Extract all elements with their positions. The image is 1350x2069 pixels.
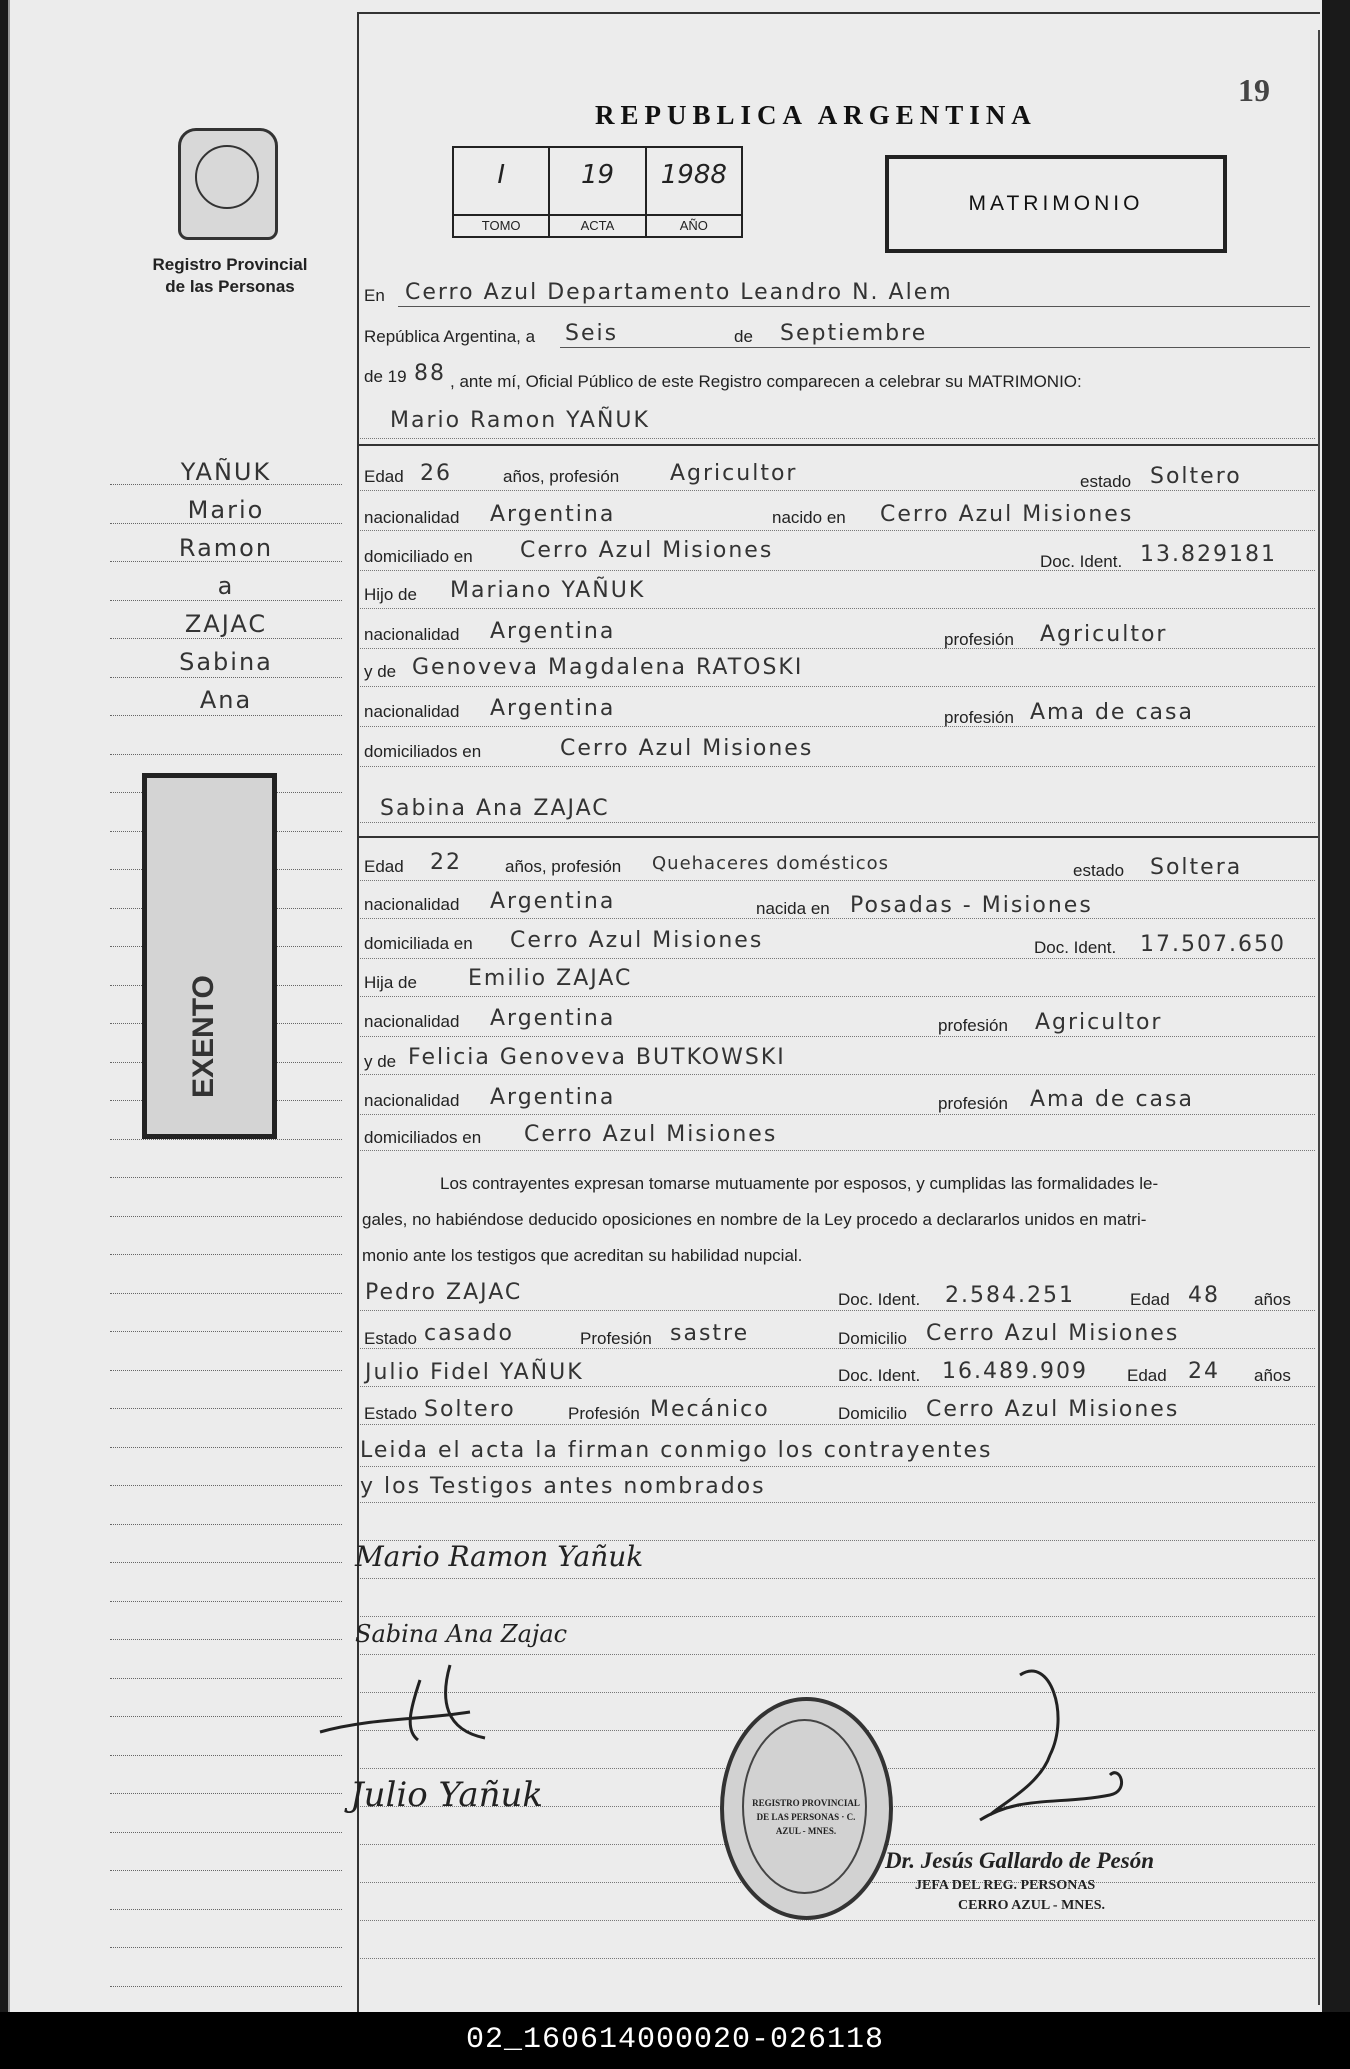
bride-parents-domicile: Cerro Azul Misiones — [524, 1122, 778, 1147]
margin-ruled-line — [110, 1293, 342, 1294]
exento-stamp — [142, 773, 277, 1139]
estado-label: estado — [1073, 861, 1125, 880]
witness2-name: Julio Fidel YAÑUK — [365, 1360, 584, 1385]
margin-ruled-line — [110, 1947, 342, 1948]
registry-label-line1: Registro Provincial — [152, 255, 308, 274]
top-border — [358, 12, 1320, 14]
margin-ruled-line — [110, 1562, 342, 1563]
ruled-line — [360, 918, 1315, 919]
de19-label: de 19 — [364, 367, 407, 386]
domiciliada-label: domiciliada en — [364, 934, 473, 953]
ruled-line — [360, 530, 1315, 531]
ruled-line — [360, 1578, 1315, 1579]
official-stamp-name: Dr. Jesús Gallardo de Pesón — [885, 1848, 1154, 1873]
bride-father: Emilio ZAJAC — [468, 966, 633, 991]
margin-name: a — [217, 572, 235, 600]
ruled-line — [360, 1466, 1315, 1467]
margin-ruled-line — [110, 1909, 342, 1910]
groom-nationality: Argentina — [490, 502, 616, 527]
domicilio-label: Domicilio — [838, 1329, 907, 1348]
de-label: de — [734, 327, 753, 346]
doc-label: Doc. Ident. — [838, 1290, 921, 1309]
registry-label — [130, 254, 330, 298]
domicilio-label: Domicilio — [838, 1404, 907, 1423]
groom-father-nationality: Argentina — [490, 619, 616, 644]
bride-birthplace: Posadas - Misiones — [850, 893, 1093, 918]
margin-ruled-line — [110, 715, 342, 716]
witness1-profession: sastre — [670, 1321, 750, 1346]
domiciliados-label: domiciliados en — [364, 1128, 482, 1147]
nacionalidad-label: nacionalidad — [364, 625, 460, 644]
doc-label: Doc. Ident. — [1040, 552, 1123, 571]
ruled-line — [360, 1386, 1315, 1387]
anios-profesion-label: años, profesión — [503, 467, 620, 486]
margin-ruled-line — [110, 754, 342, 755]
ruled-line — [360, 1616, 1315, 1617]
groom-father-profession: Agricultor — [1040, 622, 1168, 647]
official-signature-scribble — [960, 1655, 1160, 1845]
margin-name: Ana — [199, 686, 253, 714]
groom-father: Mariano YAÑUK — [450, 578, 646, 603]
witness1-signature-scribble — [310, 1660, 530, 1770]
witness2-doc: 16.489.909 — [942, 1359, 1088, 1384]
yde-label: y de — [364, 662, 397, 681]
bride-profession: Quehaceres domésticos — [652, 853, 890, 874]
section-separator — [358, 836, 1318, 838]
ruled-line — [360, 438, 1315, 439]
anio-value: 1988 — [660, 160, 727, 190]
ruled-line — [360, 1654, 1315, 1655]
margin-ruled-line — [110, 1331, 342, 1332]
groom-age: 26 — [420, 461, 452, 486]
margin-ruled-line — [110, 1370, 342, 1371]
nacionalidad-label: nacionalidad — [364, 1091, 460, 1110]
witness2-age: 24 — [1188, 1359, 1220, 1384]
domiciliado-label: domiciliado en — [364, 547, 473, 566]
profesion-label: profesión — [938, 1094, 1008, 1113]
declaration-line1: Los contrayentes expresan tomarse mutuamente por esposos, y cumplidas las formalidades le- — [440, 1174, 1159, 1193]
ruled-line — [360, 1150, 1315, 1151]
registry-label-line2: de las Personas — [165, 277, 295, 296]
tomo-value: I — [497, 160, 505, 190]
margin-ruled-line — [110, 1716, 342, 1717]
edad-label: Edad — [1127, 1366, 1167, 1385]
right-border — [1318, 30, 1320, 2005]
margin-name: ZAJAC — [184, 610, 268, 638]
ruled-line — [360, 822, 1315, 823]
hijo-label: Hijo de — [364, 585, 417, 604]
anios-profesion-label: años, profesión — [505, 857, 622, 876]
ruled-line — [360, 1920, 1315, 1921]
witness1-domicile: Cerro Azul Misiones — [926, 1321, 1180, 1346]
witness2-domicile: Cerro Azul Misiones — [926, 1397, 1180, 1422]
en-label: En — [364, 286, 385, 305]
bride-father-profession: Agricultor — [1035, 1010, 1163, 1035]
ruled-line — [360, 1958, 1315, 1959]
yde-label: y de — [364, 1052, 397, 1071]
bride-mother: Felicia Genoveva BUTKOWSKI — [408, 1045, 786, 1070]
official-stamp-title: JEFA DEL REG. PERSONAS — [915, 1878, 1096, 1893]
witness1-estado: casado — [424, 1321, 514, 1346]
provincial-seal-icon — [178, 128, 278, 240]
ruled-line — [360, 1036, 1315, 1037]
estado-label: Estado — [364, 1329, 417, 1348]
margin-ruled-line — [110, 1832, 342, 1833]
nacionalidad-label: nacionalidad — [364, 895, 460, 914]
bride-doc: 17.507.650 — [1140, 932, 1286, 957]
margin-ruled-line — [110, 1639, 342, 1640]
nacionalidad-label: nacionalidad — [364, 508, 460, 527]
margin-ruled-line — [110, 1216, 342, 1217]
ruled-line — [360, 686, 1315, 687]
margin-name: Mario — [187, 496, 265, 524]
groom-mother-nationality: Argentina — [490, 696, 616, 721]
anios-label: años — [1254, 1290, 1291, 1309]
margin-ruled-line — [110, 1408, 342, 1409]
bride-age: 22 — [430, 850, 462, 875]
ruled-line — [360, 958, 1315, 959]
nacido-label: nacido en — [772, 508, 846, 527]
margin-ruled-line — [110, 1601, 342, 1602]
ruled-line — [360, 880, 1315, 881]
nacionalidad-label: nacionalidad — [364, 1012, 460, 1031]
ruled-line — [360, 1424, 1315, 1425]
ruled-line — [360, 1348, 1315, 1349]
witness1-age: 48 — [1188, 1283, 1220, 1308]
ruled-line — [360, 570, 1315, 571]
document-title: REPUBLICA ARGENTINA — [595, 100, 1037, 130]
anios-label: años — [1254, 1366, 1291, 1385]
bride-nationality: Argentina — [490, 889, 616, 914]
domiciliados-label: domiciliados en — [364, 742, 482, 761]
bride-mother-profession: Ama de casa — [1030, 1087, 1194, 1112]
groom-birthplace: Cerro Azul Misiones — [880, 502, 1134, 527]
tomo-cell — [454, 148, 550, 236]
hija-label: Hija de — [364, 973, 417, 992]
groom-mother-profession: Ama de casa — [1030, 700, 1194, 725]
place-value: Cerro Azul Departamento Leandro N. Alem — [405, 280, 953, 305]
edad-label: Edad — [364, 857, 404, 876]
margin-name: YAÑUK — [180, 458, 272, 486]
witness1-name: Pedro ZAJAC — [365, 1280, 523, 1305]
acta-label: ACTA — [550, 214, 644, 236]
declaration-paragraph — [362, 1166, 1297, 1274]
edad-label: Edad — [1130, 1290, 1170, 1309]
margin-ruled-line — [110, 1254, 342, 1255]
tomo-acta-anio-box — [452, 146, 743, 238]
groom-signature: Mario Ramon Yañuk — [355, 1540, 644, 1573]
margin-ruled-line — [110, 1139, 342, 1140]
profesion-label: profesión — [944, 708, 1014, 727]
groom-doc: 13.829181 — [1140, 542, 1277, 567]
estado-label: estado — [1080, 472, 1132, 491]
ruled-line — [360, 766, 1315, 767]
doc-label: Doc. Ident. — [838, 1366, 921, 1385]
margin-ruled-line — [110, 1177, 342, 1178]
margin-ruled-line — [110, 1524, 342, 1525]
exento-stamp-text: EXENTO — [187, 975, 220, 1098]
margin-ruled-line — [110, 1755, 342, 1756]
groom-full-name: Mario Ramon YAÑUK — [390, 408, 650, 433]
profesion-label: Profesión — [568, 1404, 640, 1423]
estado-label: Estado — [364, 1404, 417, 1423]
profesion-label: Profesión — [580, 1329, 652, 1348]
groom-parents-domicile: Cerro Azul Misiones — [560, 736, 814, 761]
ruled-line — [360, 726, 1315, 727]
margin-ruled-line — [110, 1485, 342, 1486]
page-number: 19 — [1238, 72, 1270, 108]
ruled-line — [360, 1074, 1315, 1075]
declaration-line2: gales, no habiéndose deducido oposiciones en nombre de la Ley procedo a declararlos unidos en matri- — [362, 1210, 1147, 1229]
ruled-line — [360, 1114, 1315, 1115]
witness1-doc: 2.584.251 — [945, 1283, 1075, 1308]
groom-mother: Genoveva Magdalena RATOSKI — [412, 655, 804, 680]
year-value: 88 — [414, 361, 446, 386]
margin-ruled-line — [110, 1986, 342, 1987]
line — [560, 347, 1310, 348]
bride-father-nationality: Argentina — [490, 1006, 616, 1031]
ruled-line — [360, 608, 1315, 609]
profesion-label: profesión — [944, 630, 1014, 649]
acta-value: 19 — [580, 160, 615, 190]
margin-ruled-line — [110, 1793, 342, 1794]
official-stamp-place: CERRO AZUL - MNES. — [958, 1898, 1106, 1913]
witness2-estado: Soltero — [424, 1397, 516, 1422]
nacionalidad-label: nacionalidad — [364, 702, 460, 721]
witness2-profession: Mecánico — [650, 1397, 770, 1422]
margin-ruled-line — [110, 638, 342, 639]
declaration-line3: monio ante los testigos que acreditan su habilidad nupcial. — [362, 1246, 803, 1265]
bride-domicile: Cerro Azul Misiones — [510, 928, 764, 953]
document-type-box: MATRIMONIO — [885, 155, 1227, 253]
ruled-line — [360, 648, 1315, 649]
image-id-footer: 02_160614000020-026118 — [0, 2012, 1350, 2069]
ruled-line — [360, 1502, 1315, 1503]
ruled-line — [360, 996, 1315, 997]
groom-profession: Agricultor — [670, 461, 798, 486]
ruled-line — [360, 490, 1315, 491]
bride-estado: Soltera — [1150, 855, 1243, 880]
profesion-label: profesión — [938, 1016, 1008, 1035]
ruled-line — [360, 1310, 1315, 1311]
margin-ruled-line — [110, 677, 342, 678]
round-stamp-text: REGISTRO PROVINCIAL DE LAS PERSONAS · C. AZUL - MNES. — [752, 1798, 860, 1836]
tomo-label: TOMO — [454, 214, 548, 236]
closing-line2: y los Testigos antes nombrados — [360, 1474, 766, 1499]
doc-label: Doc. Ident. — [1034, 938, 1117, 957]
republica-label: República Argentina, a — [364, 327, 536, 346]
ante-text: , ante mí, Oficial Público de este Registro comparecen a celebrar su MATRIMONIO: — [450, 372, 1082, 391]
anio-label: AÑO — [647, 214, 741, 236]
margin-ruled-line — [110, 600, 342, 601]
groom-domicile: Cerro Azul Misiones — [520, 538, 774, 563]
groom-estado: Soltero — [1150, 464, 1242, 489]
margin-ruled-line — [110, 1678, 342, 1679]
closing-line1: Leida el acta la firman conmigo los contrayentes — [360, 1438, 993, 1463]
month-value: Septiembre — [780, 321, 928, 346]
day-value: Seis — [565, 321, 619, 346]
bride-mother-nationality: Argentina — [490, 1085, 616, 1110]
margin-ruled-line — [110, 1447, 342, 1448]
witness2-signature: Julio Yañuk — [350, 1775, 544, 1815]
edad-label: Edad — [364, 467, 404, 486]
section-separator — [358, 444, 1318, 446]
acta-cell — [550, 148, 646, 236]
bride-full-name: Sabina Ana ZAJAC — [380, 796, 610, 821]
registry-round-stamp — [720, 1697, 893, 1920]
line — [398, 306, 1310, 307]
anio-cell — [647, 148, 741, 236]
margin-name: Ramon — [178, 534, 274, 562]
margin-ruled-line — [110, 1870, 342, 1871]
nacida-label: nacida en — [756, 899, 830, 918]
margin-name: Sabina — [179, 648, 273, 676]
bride-signature: Sabina Ana Zajac — [355, 1620, 568, 1648]
